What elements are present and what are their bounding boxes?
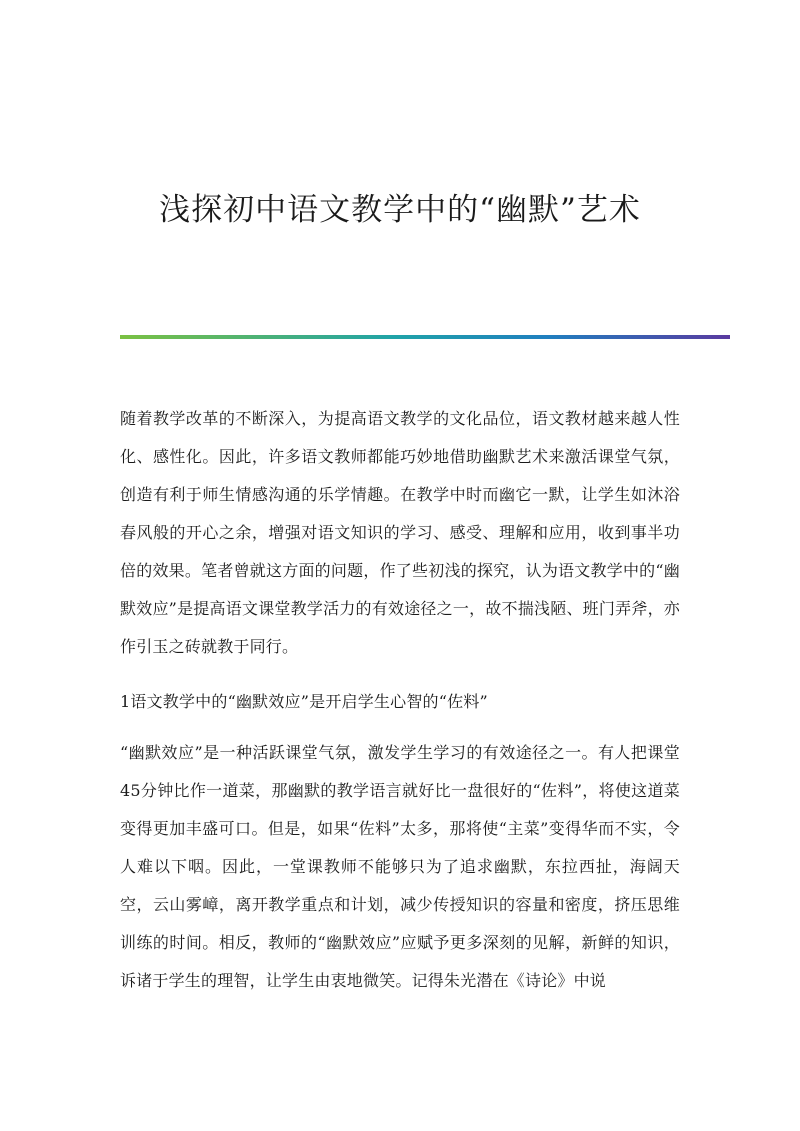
section-heading: 1语文教学中的“幽默效应”是开启学生心智的“佐料” xyxy=(120,692,488,711)
body-paragraph: “幽默效应”是一种活跃课堂气氛，激发学生学习的有效途径之一。有人把课堂45分钟比作一道菜，那幽默的教学语言就好比一盘很好的“佐料”，将使这道菜变得更加丰盛可口。但是，如果“佐料”太多，那将使“主菜”变得华而不实，令人难以下咽。因此，一堂课教师不能够只为了追求幽默，东拉西扯，海阔天空，云山雾嶂，离开教学重点和计划，减少传授知识的容量和密度，挤压思维训练的时间。相反，教师的“幽默效应”应赋予更多深刻的见解，新鲜的知识，诉诸于学生的理智，让学生由衷地微笑。记得朱光潜在《诗论》中说 xyxy=(120,743,680,990)
document-body xyxy=(120,400,680,1000)
document-title: 浅探初中语文教学中的“幽默”艺术 xyxy=(159,192,641,228)
intro-paragraph: 随着教学改革的不断深入，为提高语文教学的文化品位，语文教材越来越人性化、感性化。因此，许多语文教师都能巧妙地借助幽默艺术来激活课堂气氛，创造有利于师生情感沟通的乐学情趣。在教学中时而幽它一默，让学生如沐浴春风般的开心之余，增强对语文知识的学习、感受、理解和应用，收到事半功倍的效果。笔者曾就这方面的问题，作了些初浅的探究，认为语文教学中的“幽默效应”是提高语文课堂教学活力的有效途径之一，故不揣浅陋、班门弄斧，亦作引玉之砖就教于同行。 xyxy=(120,409,680,656)
title-divider xyxy=(120,335,730,339)
